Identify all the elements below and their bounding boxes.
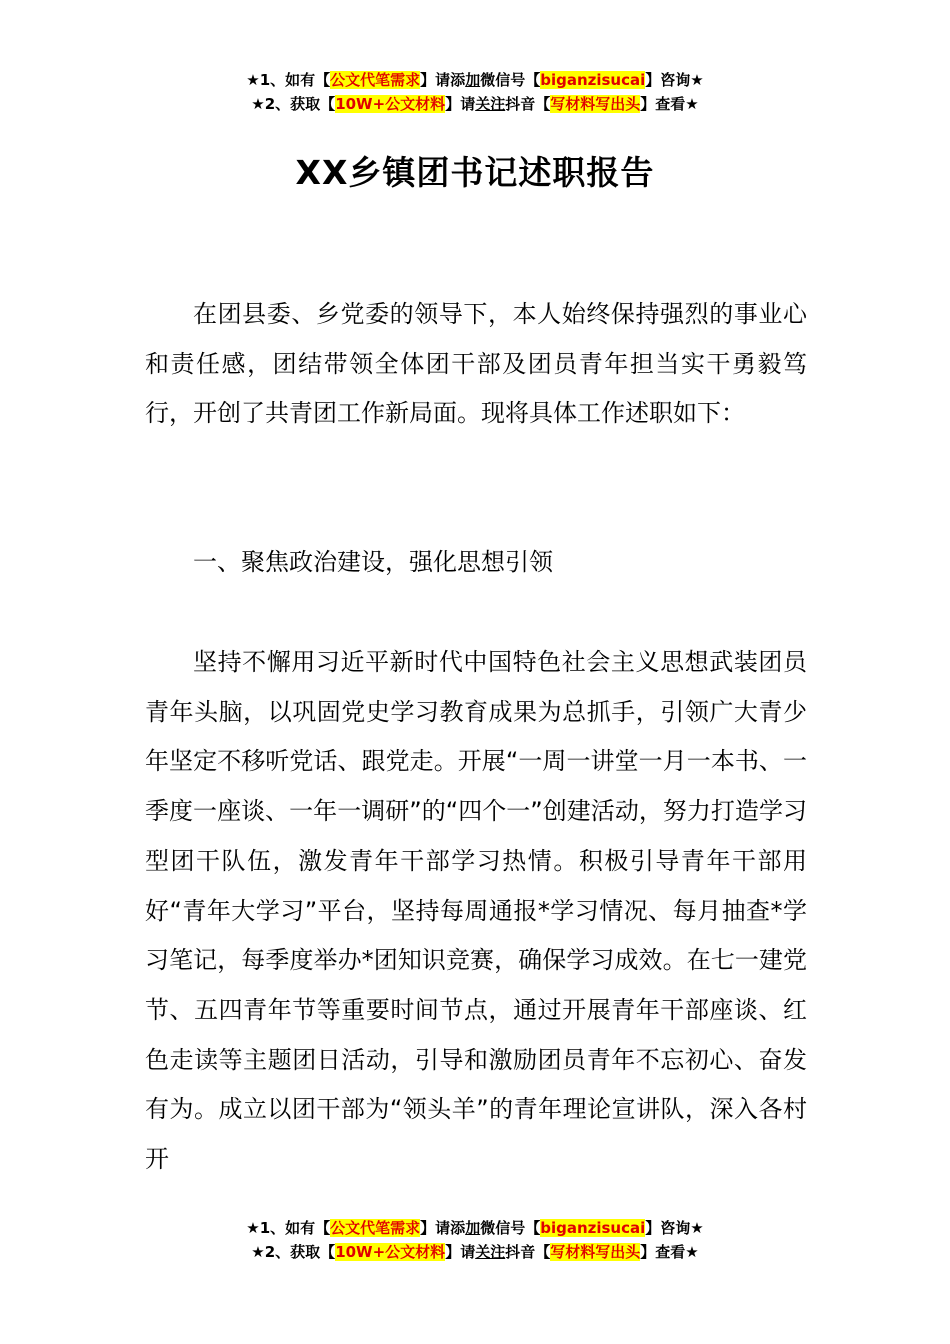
- promo-text: ★2、获取【: [251, 1243, 336, 1261]
- promo-text: 】请: [445, 95, 476, 113]
- promo-underline: 加: [465, 71, 481, 89]
- promo-text: 微信号【: [480, 71, 541, 89]
- promo-text: 】请添: [420, 1219, 466, 1237]
- promo-text: 】咨询★: [645, 71, 704, 89]
- promo-highlight: 写材料写出头: [550, 1243, 641, 1261]
- promo-text: ★1、如有【: [246, 1219, 331, 1237]
- document-title: XX乡镇团书记述职报告: [295, 153, 655, 192]
- promo-text: 抖音【: [505, 1243, 551, 1261]
- section-heading-block: [145, 538, 807, 588]
- promo-line-1: [0, 68, 950, 92]
- promo-line-2: [0, 92, 950, 116]
- promo-text: 】请: [445, 1243, 476, 1261]
- promo-banner-bottom: [0, 1216, 950, 1264]
- promo-highlight: 公文代笔需求: [330, 71, 421, 89]
- promo-highlight: 写材料写出头: [550, 95, 641, 113]
- promo-underline: 关注: [475, 1243, 506, 1261]
- promo-text: 】查看★: [640, 1243, 699, 1261]
- promo-text: 微信号【: [480, 1219, 541, 1237]
- promo-text: 】咨询★: [645, 1219, 704, 1237]
- promo-line-1: [0, 1216, 950, 1240]
- promo-highlight: 公文代笔需求: [330, 1219, 421, 1237]
- promo-underline: 关注: [475, 95, 506, 113]
- promo-highlight: biganzisucai: [540, 71, 646, 89]
- section-heading: 一、聚焦政治建设，强化思想引领: [193, 548, 553, 576]
- promo-highlight: 10W+公文材料: [335, 1243, 446, 1261]
- promo-underline: 加: [465, 1219, 481, 1237]
- section-body-block: [145, 638, 807, 1185]
- promo-highlight: biganzisucai: [540, 1219, 646, 1237]
- body-paragraph: 坚持不懈用习近平新时代中国特色社会主义思想武装团员青年头脑，以巩固党史学习教育成果为总抓手，引领广大青少年坚定不移听党话、跟党走。开展“一周一讲堂一月一本书、一季度一座谈、一年一调研”的“四个一”创建活动，努力打造学习型团干队伍，激发青年干部学习热情。积极引导青年干部用好“青年大学习”平台，坚持每周通报*学习情况、每月抽查*学习笔记，每季度举办*团知识竞赛，确保学习成效。在七一建党节、五四青年节等重要时间节点，通过开展青年干部座谈、红色走读等主题团日活动，引导和激励团员青年不忘初心、奋发有为。成立以团干部为“领头羊”的青年理论宣讲队，深入各村开: [145, 648, 807, 1174]
- promo-text: ★1、如有【: [246, 71, 331, 89]
- promo-text: 】请添: [420, 71, 466, 89]
- intro-paragraph: 在团县委、乡党委的领导下，本人始终保持强烈的事业心和责任感，团结带领全体团干部及团员青年担当实干勇毅笃行，开创了共青团工作新局面。现将具体工作述职如下：: [145, 300, 807, 428]
- promo-banner-top: [0, 68, 950, 116]
- promo-text: ★2、获取【: [251, 95, 336, 113]
- promo-highlight: 10W+公文材料: [335, 95, 446, 113]
- promo-text: 抖音【: [505, 95, 551, 113]
- promo-text: 】查看★: [640, 95, 699, 113]
- promo-line-2: [0, 1240, 950, 1264]
- intro-section: [145, 290, 807, 439]
